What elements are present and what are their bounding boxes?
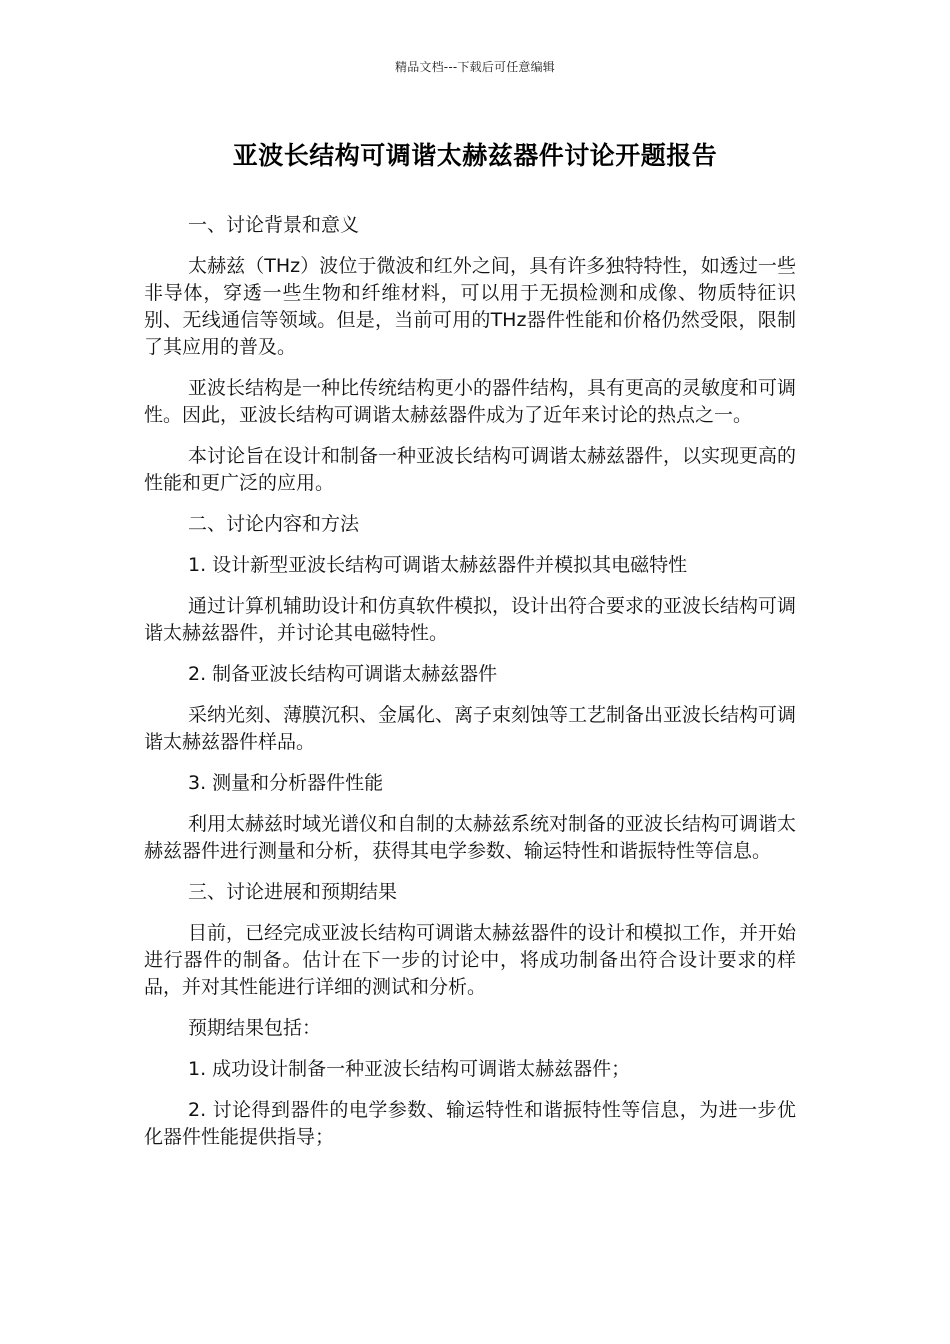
paragraph-subwavelength: 亚波长结构是一种比传统结构更小的器件结构，具有更高的灵敏度和可调性。因此，亚波长结构可调谐太赫兹器件成为了近年来讨论的热点之一。	[144, 377, 797, 426]
section-heading-progress: 三、讨论进展和预期结果	[188, 881, 398, 903]
paragraph-design: 通过计算机辅助设计和仿真软件模拟，设计出符合要求的亚波长结构可调谐太赫兹器件，并讨论其电磁特性。	[144, 595, 797, 644]
paragraph-fabrication: 采纳光刻、薄膜沉积、金属化、离子束刻蚀等工艺制备出亚波长结构可调谐太赫兹器件样品。	[144, 704, 797, 753]
expected-result-1: 1. 成功设计制备一种亚波长结构可调谐太赫兹器件；	[188, 1058, 631, 1080]
document-body	[144, 212, 796, 1165]
section-heading-content-methods: 二、讨论内容和方法	[188, 513, 360, 535]
paragraph-measurement: 利用太赫兹时域光谱仪和自制的太赫兹系统对制备的亚波长结构可调谐太赫兹器件进行测量和分析，获得其电学参数、输运特性和谐振特性等信息。	[144, 813, 797, 862]
paragraph-progress: 目前，已经完成亚波长结构可调谐太赫兹器件的设计和模拟工作，并开始进行器件的制备。估计在下一步的讨论中，将成功制备出符合设计要求的样品，并对其性能进行详细的测试和分析。	[144, 922, 797, 998]
paragraph-expected-intro: 预期结果包括：	[188, 1017, 322, 1039]
section-heading-background: 一、讨论背景和意义	[188, 214, 360, 236]
document-title: 亚波长结构可调谐太赫兹器件讨论开题报告	[232, 141, 718, 170]
item-heading-measurement: 3. 测量和分析器件性能	[188, 772, 384, 794]
expected-result-2: 2. 讨论得到器件的电学参数、输运特性和谐振特性等信息，为进一步优化器件性能提供指导；	[144, 1099, 796, 1148]
paragraph-aim: 本讨论旨在设计和制备一种亚波长结构可调谐太赫兹器件，以实现更高的性能和更广泛的应用。	[144, 445, 797, 494]
paragraph-thz-intro: 太赫兹（THz）波位于微波和红外之间，具有许多独特特性，如透过一些非导体，穿透一些生物和纤维材料，可以用于无损检测和成像、物质特征识别、无线通信等领域。但是，当前可用的THz器件性能和价格仍然受限，限制了其应用的普及。	[144, 255, 796, 358]
header-note: 精品文档---下载后可任意编辑	[395, 60, 555, 74]
item-heading-design: 1. 设计新型亚波长结构可调谐太赫兹器件并模拟其电磁特性	[188, 554, 688, 576]
item-heading-fabrication: 2. 制备亚波长结构可调谐太赫兹器件	[188, 663, 498, 685]
